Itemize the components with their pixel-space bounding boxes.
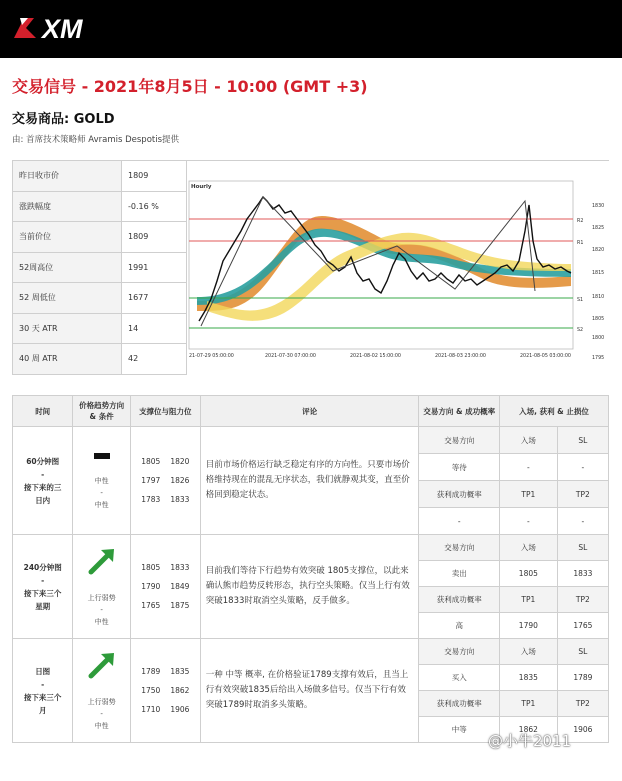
trend-note: 上行弱势 [87,593,116,602]
support-level: 1790 [141,582,161,591]
summary-value: 1677 [122,283,187,314]
trade-cell: 买入 [419,665,500,691]
level-tag-s1: S1 [577,298,584,303]
y-tick: 1830 [592,204,605,209]
author-byline: 由: 首席技术策略师 Avramis Despotis提供 [12,135,180,145]
support-level: 1805 [141,563,161,572]
watermark: @小牛2011 [488,732,572,750]
resistance-level: 1862 [170,686,190,695]
header-entry-targets: 入场, 获利 & 止损位 [499,396,608,427]
trade-cell: 中等 [419,717,500,743]
y-tick: 1815 [592,271,605,276]
trend-note: - [100,709,103,718]
trading-signals-table [12,395,609,743]
trend-cell [73,427,131,535]
green-up-arrow-icon [87,546,117,576]
trend-note: 中性 [94,500,109,509]
levels-cell [130,639,200,743]
level-pair [133,601,198,610]
level-pair [133,582,198,591]
header-comment: 评论 [200,396,419,427]
trade-cell: TP1 [499,481,557,508]
y-tick: 1820 [592,248,605,253]
timeframe-cell [13,535,73,639]
levels-cell [130,427,200,535]
trade-cell: 1765 [557,613,608,639]
chart-timeframe-label: Hourly [191,184,212,190]
summary-label: 昨日收市价 [13,161,122,192]
resistance-level: 1906 [170,705,190,714]
trade-cell: 1790 [499,613,557,639]
trade-cell: - [499,508,557,535]
product-label: 交易商品: GOLD [12,112,115,127]
summary-row [13,161,187,192]
trade-cell: 入场 [499,639,557,665]
level-tag-r1: R1 [577,241,584,246]
timeframe-cell [13,639,73,743]
support-level: 1765 [141,601,161,610]
xm-logo[interactable] [12,12,122,44]
summary-label: 52 周低位 [13,283,122,314]
header-direction: 交易方向 & 成功概率 [419,396,500,427]
timeframe-text: 星期 [35,601,51,611]
level-pair [133,457,198,466]
y-tick: 1800 [592,336,605,341]
trade-cell: TP2 [557,481,608,508]
trade-cell: 交易方向 [419,427,500,454]
resistance-level: 1875 [170,601,190,610]
x-tick: 2021-08-05 03:00:00 [520,354,571,359]
trade-cell: SL [557,639,608,665]
trade-cell: 1862 [499,717,557,743]
flat-bar-icon [94,453,110,459]
support-level: 1789 [141,667,161,676]
trade-cell: 获利成功概率 [419,481,500,508]
summary-label: 涨跌幅度 [13,191,122,222]
trade-cell: 等待 [419,454,500,481]
signal-title: 交易信号 - 2021年8月5日 - 10:00 (GMT +3) [12,77,368,96]
summary-row [13,283,187,314]
level-tag-s2: S2 [577,328,584,333]
trend-note: 上行弱势 [87,697,116,706]
trend-note: 中性 [94,617,109,626]
summary-value: -0.16 % [122,191,187,222]
trade-cell: 入场 [499,535,557,561]
comment-cell: 目前市场价格运行缺乏稳定有序的方向性。只要市场价格维持现在的混乱无序状态，我们就静观其变，直至价格回到稳定状态。 [200,427,419,535]
trade-cell: 获利成功概率 [419,691,500,717]
y-tick: 1805 [592,317,605,322]
trend-note: - [100,488,103,497]
timeframe-text: 接下来三个 [23,692,62,702]
comment-cell: 一种 中等 概率, 在价格验证1789支撑有效后，且当上行有效突破1835后给出入场做多信号。仅当下行有效突破1789时取消多头策略。 [200,639,419,743]
timeframe-text: 240分钟图 [23,562,62,572]
trade-cell: - [499,454,557,481]
timeframe-text: - [41,469,45,479]
summary-row [13,313,187,344]
trade-cell: 高 [419,613,500,639]
top-bar [0,0,622,58]
level-pair [133,563,198,572]
trend-cell [73,639,131,743]
timeframe-text: - [41,679,45,689]
level-pair [133,476,198,485]
trade-cell: 获利成功概率 [419,587,500,613]
summary-row [13,252,187,283]
timeframe-text: 60分钟图 [26,456,60,466]
x-tick: 2021-08-02 15:00:00 [350,354,401,359]
trend-note: 中性 [94,721,109,730]
resistance-level: 1833 [170,495,190,504]
trade-cell: TP2 [557,691,608,717]
summary-value: 42 [122,344,187,375]
support-level: 1805 [141,457,161,466]
trade-cell: 1835 [499,665,557,691]
support-level: 1797 [141,476,161,485]
trade-cell: TP1 [499,587,557,613]
header-trend: 价格趋势方向 & 条件 [73,396,131,427]
summary-label: 30 天 ATR [13,313,122,344]
timeframe-text: 接下来三个 [23,588,62,598]
x-tick: 2021-08-03 23:00:00 [435,354,486,359]
comment-cell: 目前我们等待下行趋势有效突破 1805支撑位，以此来确认熊市趋势反转形态，执行空头策略。仅当上行有效突破1833时取消空头策略，反手做多。 [200,535,419,639]
resistance-level: 1826 [170,476,190,485]
chart-canvas [187,161,609,369]
trade-cell: SL [557,427,608,454]
summary-label: 52周高位 [13,252,122,283]
summary-value: 14 [122,313,187,344]
header-levels: 支撑位与阻力位 [130,396,200,427]
trade-cell: TP2 [557,587,608,613]
signal-row [13,639,609,665]
trade-cell: - [557,508,608,535]
timeframe-cell [13,427,73,535]
y-tick: 1825 [592,226,605,231]
svg-text:XM: XM [42,14,83,44]
trend-note: - [100,605,103,614]
level-pair [133,495,198,504]
market-summary-table [12,160,187,375]
green-up-arrow-icon [87,650,117,680]
support-level: 1783 [141,495,161,504]
timeframe-text: 日内 [35,495,51,505]
hourly-price-chart [187,160,609,368]
support-level: 1750 [141,686,161,695]
trade-cell: 交易方向 [419,639,500,665]
x-tick: 2021-07-30 07:00:00 [265,354,316,359]
summary-value: 1809 [122,161,187,192]
trend-note: 中性 [94,476,109,485]
summary-label: 当前价位 [13,222,122,253]
signal-row [13,535,609,561]
summary-row [13,222,187,253]
resistance-level: 1835 [170,667,190,676]
trade-cell: 入场 [499,427,557,454]
signals-header-row [13,396,609,427]
level-tag-r2: R2 [577,219,584,224]
trade-cell: SL [557,535,608,561]
y-tick: 1795 [592,356,605,361]
support-level: 1710 [141,705,161,714]
trade-cell: - [419,508,500,535]
levels-cell [130,535,200,639]
timeframe-text: 月 [38,705,47,715]
timeframe-text: - [41,575,45,585]
header-time: 时间 [13,396,73,427]
y-tick: 1810 [592,295,605,300]
trade-cell: 卖出 [419,561,500,587]
resistance-level: 1849 [170,582,190,591]
level-pair [133,705,198,714]
trade-cell: TP1 [499,691,557,717]
summary-value: 1809 [122,222,187,253]
trade-cell: 1805 [499,561,557,587]
summary-row [13,191,187,222]
level-pair [133,686,198,695]
timeframe-text: 接下来的三 [23,482,62,492]
signal-row [13,427,609,454]
trade-cell: 交易方向 [419,535,500,561]
level-pair [133,667,198,676]
summary-label: 40 周 ATR [13,344,122,375]
trade-cell: 1833 [557,561,608,587]
resistance-level: 1820 [170,457,190,466]
resistance-level: 1833 [170,563,190,572]
trade-cell: - [557,454,608,481]
x-tick: 21-07-29 05:00:00 [189,354,234,359]
summary-row [13,344,187,375]
summary-value: 1991 [122,252,187,283]
trade-cell: 1789 [557,665,608,691]
trend-cell [73,535,131,639]
trade-cell: 1906 [557,717,608,743]
timeframe-text: 日图 [35,666,51,676]
